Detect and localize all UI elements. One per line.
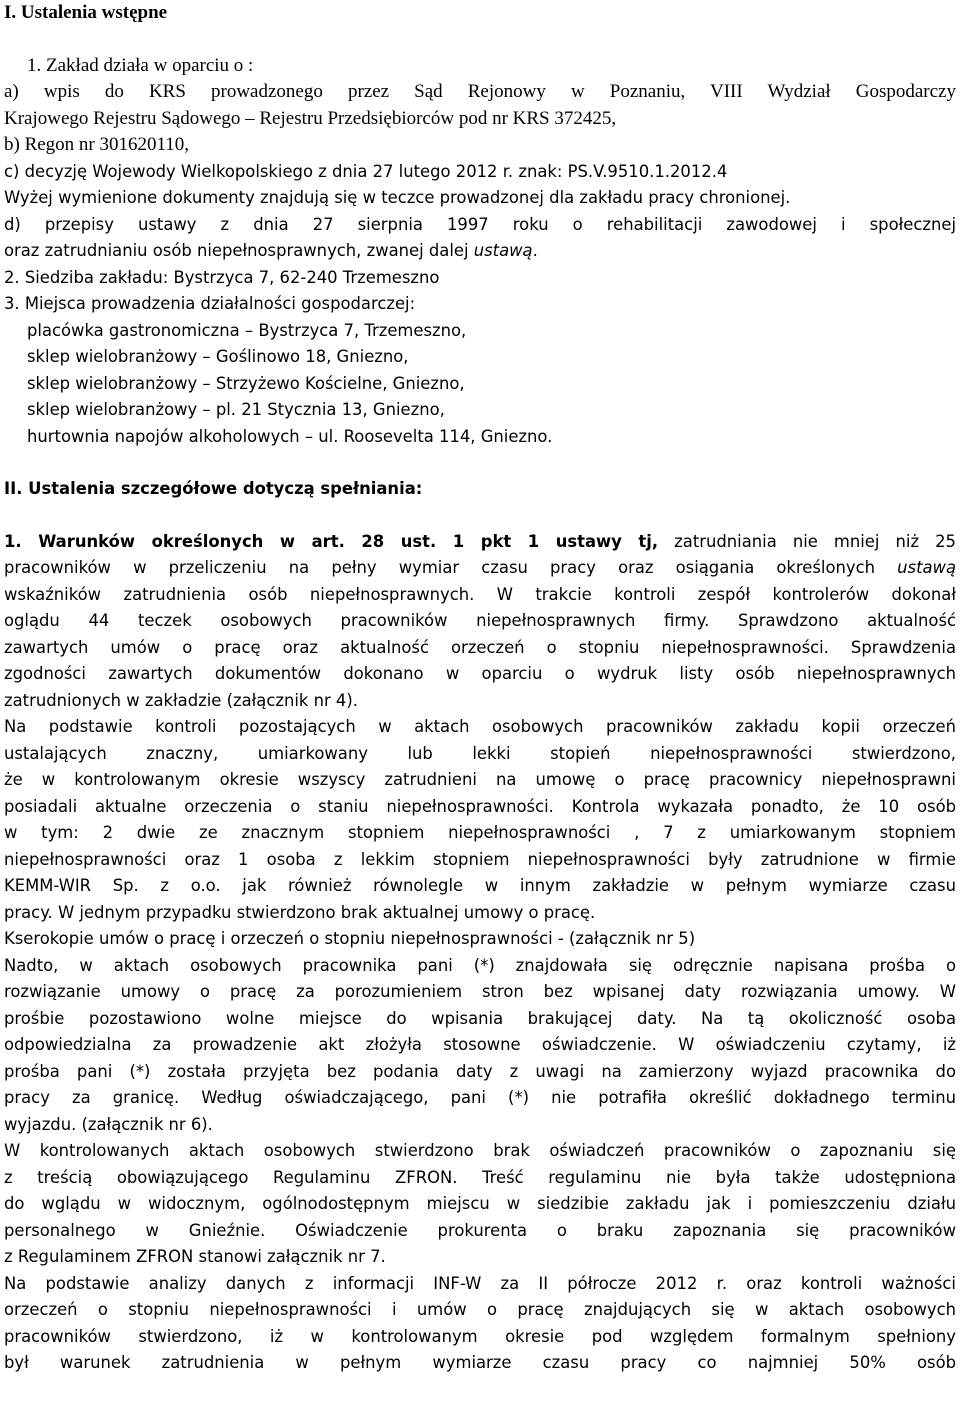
place-item: sklep wielobranżowy – pl. 21 Stycznia 13, Gniezno, [27, 400, 445, 419]
docs-note: Wyżej wymienione dokumenty znajdują się w teczce prowadzonej dla zakładu pracy chronionej. [4, 188, 791, 207]
item-d-line2-emphasis: ustawą [473, 241, 533, 260]
item-d-line2-text: oraz zatrudnianiu osób niepełnosprawnych, zwanej dalej [4, 241, 474, 260]
section2-bold-lead: 1. Warunków określonych w art. 28 ust. 1 pkt 1 ustawy tj, [4, 531, 659, 551]
section2-line: pracy. W jednym przypadku stwierdzono brak aktualnej umowy o pracę. [4, 902, 596, 922]
item-a-line1: a) wpis do KRS prowadzonego przez Sąd Rejonowy w Poznaniu, VIII Wydział Gospodarczy [4, 81, 956, 102]
section2-line: personalnego w Gnieźnie. Oświadczenie prokurenta o braku zapoznania się pracowników [4, 1220, 956, 1240]
spacer [4, 503, 956, 529]
section2-line: z Regulaminem ZFRON stanowi załącznik nr 7. [4, 1247, 386, 1266]
section2-line: pracowników stwierdzono, iż w kontrolowanym okresie pod względem formalnym spełniony [4, 1326, 956, 1346]
section2-line: był warunek zatrudnienia w pełnym wymiarze czasu pracy co najmniej 50% osób [4, 1353, 956, 1372]
section2-line: oglądu 44 teczek osobowych pracowników niepełnosprawnych firmy. Sprawdzono aktualność [4, 611, 956, 630]
section2-line: posiadali aktualne orzeczenia o staniu niepełnosprawności. Kontrola wykazała ponadto, że 10 osób [4, 796, 956, 816]
section2-line: odpowiedzialna za prowadzenie akt złożyła stosowne oświadczenie. W oświadczeniu czytamy, iż [4, 1035, 956, 1054]
section1-heading: I. Ustalenia wstępne [4, 2, 168, 23]
item1-intro: 1. Zakład działa w oparciu o : [27, 54, 254, 76]
section2-lead-rest: zatrudniania nie mniej niż 25 [658, 531, 956, 551]
place-item: hurtownia napojów alkoholowych – ul. Roosevelta 114, Gniezno. [27, 426, 553, 446]
section2-line: zawartych umów o pracę oraz aktualność orzeczeń o stopniu niepełnosprawności. Sprawdzenia [4, 637, 956, 657]
item-d-line1: d) przepisy ustawy z dnia 27 sierpnia 1997 roku o rehabilitacji zawodowej i społecznej [4, 214, 956, 234]
section2-line [4, 555, 956, 582]
section2-line: Kserokopie umów o pracę i orzeczeń o stopniu niepełnosprawności - (załącznik nr 5) [4, 929, 696, 948]
section2-line: w tym: 2 dwie ze znacznym stopniem niepełnosprawności , 7 z umiarkowanym stopniem [4, 823, 956, 842]
section2-line: Nadto, w aktach osobowych pracownika pani (*) znajdowała się odręcznie napisana prośba o [4, 955, 956, 975]
place-item: sklep wielobranżowy – Strzyżewo Kościelne, Gniezno, [27, 373, 465, 393]
place-item: sklep wielobranżowy – Goślinowo 18, Gniezno, [27, 347, 409, 366]
section2-line: niepełnosprawności oraz 1 osoba z lekkim stopniem niepełnosprawności były zatrudnione w firmie [4, 849, 956, 869]
item3-intro: 3. Miejsca prowadzenia działalności gospodarczej: [4, 294, 416, 313]
section2-line: zatrudnionych w zakładzie (załącznik nr 4). [4, 690, 358, 710]
item-d-line2-end: . [532, 241, 538, 260]
section2-line: prośba pani (*) została przyjęta bez podania daty z uwagi na zamierzony wyjazd pracownika do [4, 1061, 956, 1081]
section2-line: Na podstawie kontroli pozostających w aktach osobowych pracowników zakładu kopii orzeczeń [4, 717, 956, 736]
section2-heading: II. Ustalenia szczegółowe dotyczą spełniania: [4, 479, 423, 498]
section2-line: rozwiązanie umowy o pracę za porozumieniem stron bez wpisanej daty rozwiązania umowy. W [4, 982, 956, 1001]
section2-line-text: pracowników w przeliczeniu na pełny wymiar czasu pracy oraz osiągania określonych [4, 558, 898, 577]
section2-line: że w kontrolowanym okresie wszyscy zatrudnieni na umowę o pracę pracownicy niepełnosprawni [4, 770, 956, 789]
section2-line-emphasis: ustawą [897, 558, 956, 577]
section2-line: do wglądu w widocznym, ogólnodostępnym miejscu w siedzibie zakładu jak i pomieszczeniu działu [4, 1194, 956, 1213]
section2-line: orzeczeń o stopniu niepełnosprawności i umów o pracę znajdujących się w aktach osobowych [4, 1300, 956, 1319]
document-page [4, 0, 956, 1377]
section2-line: prośbie pozostawiono wolne miejsce do wpisania brakującej daty. Na tą okoliczność osoba [4, 1008, 956, 1028]
item-c: c) decyzję Wojewody Wielkopolskiego z dnia 27 lutego 2012 r. znak: PS.V.9510.1.2012.4 [4, 161, 728, 181]
section2-line: z treścią obowiązującego Regulaminu ZFRON. Treść regulaminu nie była także udostępniona [4, 1167, 956, 1187]
section2-line: KEMM-WIR Sp. z o.o. jak również równolegle w innym zakładzie w pełnym wymiarze czasu [4, 876, 956, 895]
section2-line: wyjazdu. (załącznik nr 6). [4, 1114, 213, 1134]
section2-line: zgodności zawartych dokumentów dokonano w oparciu o wydruk listy osób niepełnosprawnych [4, 664, 956, 683]
section2-line: ustalających znaczny, umiarkowany lub lekki stopień niepełnosprawności stwierdzono, [4, 743, 956, 763]
section2-line: wskaźników zatrudnienia osób niepełnosprawnych. W trakcie kontroli zespół kontrolerów dokonał [4, 584, 956, 604]
item-a-line2: Krajowego Rejestru Sądowego – Rejestru Przedsiębiorców pod nr KRS 372425, [4, 107, 617, 129]
spacer [4, 450, 956, 476]
item2-address: 2. Siedziba zakładu: Bystrzyca 7, 62-240 Trzemeszno [4, 267, 440, 287]
place-item: placówka gastronomiczna – Bystrzyca 7, Trzemeszno, [27, 320, 467, 340]
section2-line: Na podstawie analizy danych z informacji INF-W za II półrocze 2012 r. oraz kontroli ważności [4, 1273, 956, 1293]
item-b: b) Regon nr 301620110, [4, 134, 190, 155]
section2-line: pracy za granicę. Według oświadczającego, pani (*) nie potrafiła określić dokładnego terminu [4, 1088, 956, 1107]
section2-line [4, 529, 956, 556]
spacer [4, 27, 956, 53]
item-d-line2 [4, 238, 956, 265]
section2-line: W kontrolowanych aktach osobowych stwierdzono brak oświadczeń pracowników o zapoznaniu się [4, 1141, 956, 1160]
